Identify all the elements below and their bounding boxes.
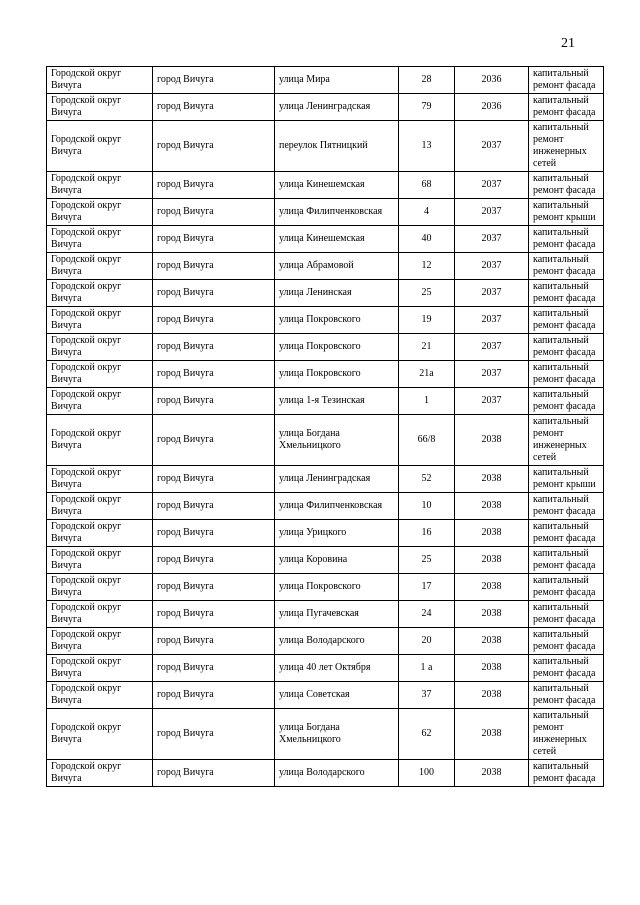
municipality-cell: Городской округ Вичуга xyxy=(47,199,153,226)
table-row xyxy=(47,253,604,280)
house-number-cell: 28 xyxy=(399,67,455,94)
municipality-cell: Городской округ Вичуга xyxy=(47,280,153,307)
locality-cell: город Вичуга xyxy=(153,760,275,787)
house-number-cell: 20 xyxy=(399,628,455,655)
table-row xyxy=(47,199,604,226)
street-cell: улица Покровского xyxy=(275,361,399,388)
year-cell: 2037 xyxy=(455,253,529,280)
street-cell: переулок Пятницкий xyxy=(275,121,399,172)
work-type-cell: капитальный ремонт фасада xyxy=(529,307,604,334)
work-type-cell: капитальный ремонт фасада xyxy=(529,334,604,361)
year-cell: 2038 xyxy=(455,466,529,493)
year-cell: 2037 xyxy=(455,361,529,388)
street-cell: улица Коровина xyxy=(275,547,399,574)
house-number-cell: 37 xyxy=(399,682,455,709)
work-type-cell: капитальный ремонт фасада xyxy=(529,655,604,682)
table-row xyxy=(47,307,604,334)
municipality-cell: Городской округ Вичуга xyxy=(47,388,153,415)
work-type-cell: капитальный ремонт фасада xyxy=(529,601,604,628)
street-cell: улица 1-я Тезинская xyxy=(275,388,399,415)
year-cell: 2038 xyxy=(455,574,529,601)
locality-cell: город Вичуга xyxy=(153,520,275,547)
municipality-cell: Городской округ Вичуга xyxy=(47,547,153,574)
locality-cell: город Вичуга xyxy=(153,253,275,280)
work-type-cell: капитальный ремонт крыши xyxy=(529,199,604,226)
locality-cell: город Вичуга xyxy=(153,361,275,388)
house-number-cell: 62 xyxy=(399,709,455,760)
locality-cell: город Вичуга xyxy=(153,547,275,574)
municipality-cell: Городской округ Вичуга xyxy=(47,760,153,787)
table-row xyxy=(47,574,604,601)
street-cell: улица Покровского xyxy=(275,334,399,361)
page-number: 21 xyxy=(561,36,575,51)
locality-cell: город Вичуга xyxy=(153,94,275,121)
house-number-cell: 79 xyxy=(399,94,455,121)
work-type-cell: капитальный ремонт фасада xyxy=(529,67,604,94)
street-cell: улица Абрамовой xyxy=(275,253,399,280)
locality-cell: город Вичуга xyxy=(153,67,275,94)
street-cell: улица Филипченковская xyxy=(275,493,399,520)
year-cell: 2037 xyxy=(455,334,529,361)
locality-cell: город Вичуга xyxy=(153,388,275,415)
street-cell: улица Володарского xyxy=(275,628,399,655)
municipality-cell: Городской округ Вичуга xyxy=(47,466,153,493)
work-type-cell: капитальный ремонт фасада xyxy=(529,574,604,601)
year-cell: 2038 xyxy=(455,682,529,709)
work-type-cell: капитальный ремонт инженерных сетей xyxy=(529,415,604,466)
table-row xyxy=(47,172,604,199)
year-cell: 2037 xyxy=(455,121,529,172)
table-row xyxy=(47,628,604,655)
locality-cell: город Вичуга xyxy=(153,280,275,307)
municipality-cell: Городской округ Вичуга xyxy=(47,709,153,760)
locality-cell: город Вичуга xyxy=(153,226,275,253)
table-row xyxy=(47,280,604,307)
table-row xyxy=(47,361,604,388)
street-cell: улица Покровского xyxy=(275,574,399,601)
street-cell: улица Советская xyxy=(275,682,399,709)
table-row xyxy=(47,601,604,628)
street-cell: улица Мира xyxy=(275,67,399,94)
street-cell: улица Ленинградская xyxy=(275,466,399,493)
municipality-cell: Городской округ Вичуга xyxy=(47,172,153,199)
house-number-cell: 25 xyxy=(399,547,455,574)
house-number-cell: 25 xyxy=(399,280,455,307)
table-row xyxy=(47,466,604,493)
work-type-cell: капитальный ремонт инженерных сетей xyxy=(529,121,604,172)
street-cell: улица Богдана Хмельницкого xyxy=(275,709,399,760)
work-type-cell: капитальный ремонт фасада xyxy=(529,172,604,199)
year-cell: 2038 xyxy=(455,709,529,760)
year-cell: 2037 xyxy=(455,172,529,199)
municipality-cell: Городской округ Вичуга xyxy=(47,520,153,547)
street-cell: улица Володарского xyxy=(275,760,399,787)
locality-cell: город Вичуга xyxy=(153,601,275,628)
work-type-cell: капитальный ремонт фасада xyxy=(529,760,604,787)
house-number-cell: 24 xyxy=(399,601,455,628)
house-number-cell: 19 xyxy=(399,307,455,334)
street-cell: улица Покровского xyxy=(275,307,399,334)
year-cell: 2038 xyxy=(455,760,529,787)
house-number-cell: 1 xyxy=(399,388,455,415)
house-number-cell: 17 xyxy=(399,574,455,601)
locality-cell: город Вичуга xyxy=(153,466,275,493)
work-type-cell: капитальный ремонт фасада xyxy=(529,682,604,709)
municipality-cell: Городской округ Вичуга xyxy=(47,361,153,388)
work-type-cell: капитальный ремонт фасада xyxy=(529,493,604,520)
municipality-cell: Городской округ Вичуга xyxy=(47,601,153,628)
table-row xyxy=(47,121,604,172)
house-number-cell: 1 а xyxy=(399,655,455,682)
municipality-cell: Городской округ Вичуга xyxy=(47,493,153,520)
work-type-cell: капитальный ремонт инженерных сетей xyxy=(529,709,604,760)
municipality-cell: Городской округ Вичуга xyxy=(47,226,153,253)
locality-cell: город Вичуга xyxy=(153,628,275,655)
work-type-cell: капитальный ремонт фасада xyxy=(529,388,604,415)
locality-cell: город Вичуга xyxy=(153,493,275,520)
locality-cell: город Вичуга xyxy=(153,574,275,601)
work-type-cell: капитальный ремонт фасада xyxy=(529,280,604,307)
municipality-cell: Городской округ Вичуга xyxy=(47,682,153,709)
work-type-cell: капитальный ремонт фасада xyxy=(529,361,604,388)
street-cell: улица 40 лет Октября xyxy=(275,655,399,682)
work-type-cell: капитальный ремонт фасада xyxy=(529,94,604,121)
house-number-cell: 68 xyxy=(399,172,455,199)
house-number-cell: 12 xyxy=(399,253,455,280)
table-row xyxy=(47,520,604,547)
table-row xyxy=(47,493,604,520)
municipality-cell: Городской округ Вичуга xyxy=(47,655,153,682)
year-cell: 2036 xyxy=(455,67,529,94)
house-number-cell: 16 xyxy=(399,520,455,547)
house-number-cell: 100 xyxy=(399,760,455,787)
table-row xyxy=(47,94,604,121)
locality-cell: город Вичуга xyxy=(153,415,275,466)
house-number-cell: 66/8 xyxy=(399,415,455,466)
municipality-cell: Городской округ Вичуга xyxy=(47,574,153,601)
house-number-cell: 40 xyxy=(399,226,455,253)
year-cell: 2038 xyxy=(455,547,529,574)
year-cell: 2037 xyxy=(455,226,529,253)
table-row xyxy=(47,760,604,787)
table-row xyxy=(47,415,604,466)
year-cell: 2037 xyxy=(455,199,529,226)
house-number-cell: 21а xyxy=(399,361,455,388)
year-cell: 2036 xyxy=(455,94,529,121)
year-cell: 2038 xyxy=(455,415,529,466)
street-cell: улица Филипченковская xyxy=(275,199,399,226)
table-row xyxy=(47,547,604,574)
municipality-cell: Городской округ Вичуга xyxy=(47,94,153,121)
municipality-cell: Городской округ Вичуга xyxy=(47,307,153,334)
locality-cell: город Вичуга xyxy=(153,199,275,226)
locality-cell: город Вичуга xyxy=(153,334,275,361)
locality-cell: город Вичуга xyxy=(153,172,275,199)
work-type-cell: капитальный ремонт фасада xyxy=(529,628,604,655)
locality-cell: город Вичуга xyxy=(153,655,275,682)
locality-cell: город Вичуга xyxy=(153,682,275,709)
year-cell: 2038 xyxy=(455,628,529,655)
house-number-cell: 21 xyxy=(399,334,455,361)
table-row xyxy=(47,709,604,760)
house-number-cell: 13 xyxy=(399,121,455,172)
year-cell: 2038 xyxy=(455,520,529,547)
work-type-cell: капитальный ремонт фасада xyxy=(529,253,604,280)
work-type-cell: капитальный ремонт фасада xyxy=(529,520,604,547)
street-cell: улица Кинешемская xyxy=(275,226,399,253)
house-number-cell: 10 xyxy=(399,493,455,520)
table-row xyxy=(47,388,604,415)
street-cell: улица Пугачевская xyxy=(275,601,399,628)
municipality-cell: Городской округ Вичуга xyxy=(47,628,153,655)
year-cell: 2038 xyxy=(455,493,529,520)
table-row xyxy=(47,67,604,94)
table-row xyxy=(47,226,604,253)
year-cell: 2038 xyxy=(455,601,529,628)
year-cell: 2037 xyxy=(455,388,529,415)
work-type-cell: капитальный ремонт фасада xyxy=(529,226,604,253)
locality-cell: город Вичуга xyxy=(153,709,275,760)
table-row xyxy=(47,655,604,682)
municipality-cell: Городской округ Вичуга xyxy=(47,121,153,172)
year-cell: 2037 xyxy=(455,280,529,307)
street-cell: улица Ленинградская xyxy=(275,94,399,121)
work-type-cell: капитальный ремонт крыши xyxy=(529,466,604,493)
year-cell: 2038 xyxy=(455,655,529,682)
street-cell: улица Ленинская xyxy=(275,280,399,307)
street-cell: улица Богдана Хмельницкого xyxy=(275,415,399,466)
municipality-cell: Городской округ Вичуга xyxy=(47,334,153,361)
repair-schedule-table xyxy=(46,66,604,787)
house-number-cell: 4 xyxy=(399,199,455,226)
year-cell: 2037 xyxy=(455,307,529,334)
street-cell: улица Кинешемская xyxy=(275,172,399,199)
municipality-cell: Городской округ Вичуга xyxy=(47,253,153,280)
work-type-cell: капитальный ремонт фасада xyxy=(529,547,604,574)
table-row xyxy=(47,334,604,361)
table-row xyxy=(47,682,604,709)
municipality-cell: Городской округ Вичуга xyxy=(47,67,153,94)
street-cell: улица Урицкого xyxy=(275,520,399,547)
locality-cell: город Вичуга xyxy=(153,121,275,172)
house-number-cell: 52 xyxy=(399,466,455,493)
municipality-cell: Городской округ Вичуга xyxy=(47,415,153,466)
locality-cell: город Вичуга xyxy=(153,307,275,334)
